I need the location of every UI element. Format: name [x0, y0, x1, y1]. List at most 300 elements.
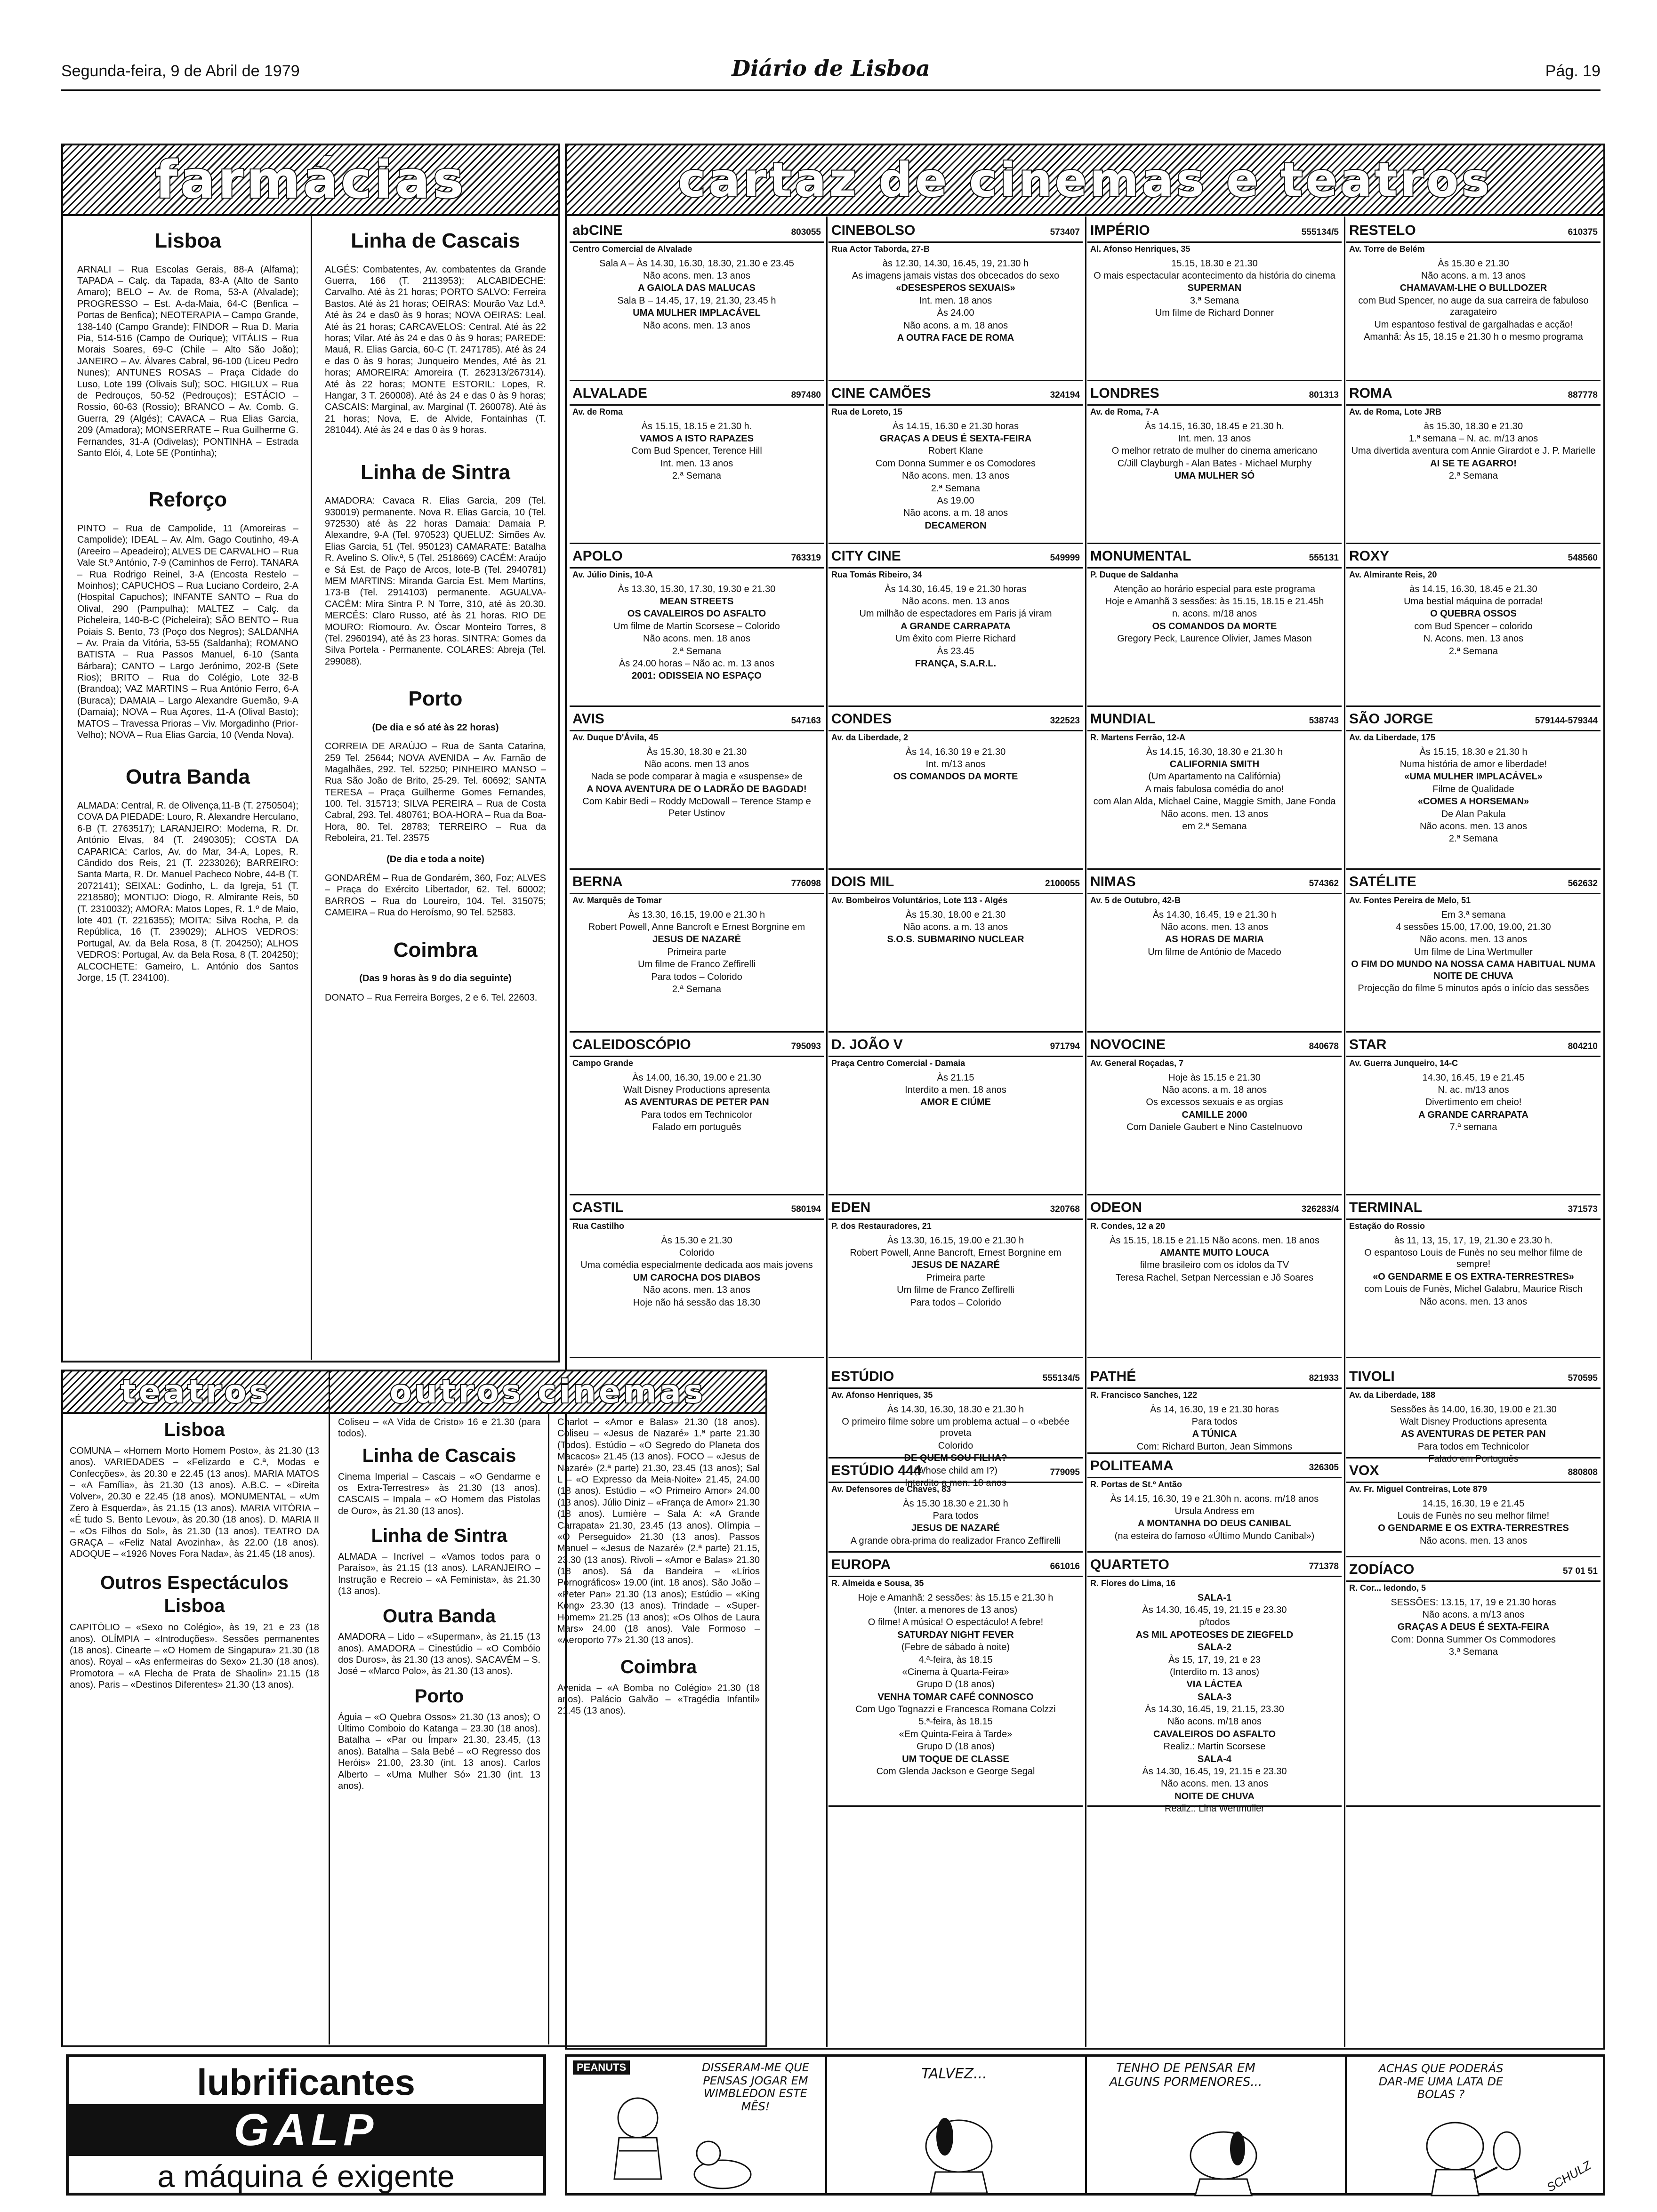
program-line: As 19.00: [937, 495, 974, 506]
porto-heading: Porto: [408, 687, 463, 711]
program-line: Falado em Português: [1428, 1454, 1519, 1465]
cinema-name: ESTÚDIO 444: [831, 1463, 922, 1478]
oc-porto-heading: Porto: [414, 1685, 464, 1707]
cinema-name: AVIS: [572, 711, 604, 727]
cinema-phone: 573407: [1050, 227, 1080, 237]
cinema-address: Av. de Roma, Lote JRB: [1349, 407, 1442, 417]
program-line: em 2.ª Semana: [1182, 821, 1247, 832]
galp-advertisement: [66, 2054, 546, 2196]
cinema-address: Av. Fontes Pereira de Melo, 51: [1349, 895, 1471, 905]
cinema-header: [1087, 384, 1342, 406]
program-line: Sala A – Às 14.30, 16.30, 18.30, 21.30 e 23.45: [599, 258, 794, 269]
cinema-name: POLITEAMA: [1090, 1458, 1174, 1474]
program-line: Às 14.30, 16.45, 19 e 21.30 horas: [885, 584, 1027, 594]
cinema-name: ZODÍACO: [1349, 1562, 1415, 1577]
cinema-header: [828, 710, 1083, 731]
cinema-phone: 897480: [791, 390, 821, 400]
cinema-phone: 570595: [1568, 1373, 1598, 1383]
cinema-address: Av. de Roma: [572, 407, 623, 417]
program-line: 2.ª Semana: [672, 984, 722, 994]
comic-bubble-4: ACHAS QUE PODERÁS DAR-ME UMA LATA DE BOLAS ?: [1378, 2062, 1504, 2101]
program-line: Um espantoso festival de gargalhadas e acção!: [1374, 319, 1573, 330]
program-line: 2.ª Semana: [931, 483, 981, 494]
program-line: VAMOS A ISTO RAPAZES: [640, 433, 754, 444]
program-line: Às 14.30, 16.45, 19, 21.15 e 23.30: [1142, 1766, 1287, 1777]
program-line: 1.ª semana – N. ac. m/13 anos: [1408, 433, 1538, 444]
cinema-header: [1087, 1198, 1342, 1220]
program-line: Uma divertida aventura com Annie Girardot e J. P. Marielle: [1351, 446, 1596, 457]
program-line: Sessões às 14.00, 16.30, 19.00 e 21.30: [1390, 1404, 1557, 1415]
cinema-phone: 801313: [1309, 390, 1339, 400]
cinema-header: [828, 1198, 1083, 1220]
cinema-name: D. JOÃO V: [831, 1037, 903, 1052]
program-line: A GRANDE CARRAPATA: [1418, 1109, 1528, 1120]
cinema-header: [570, 710, 824, 731]
coimbra-list: DONATO – Rua Ferreira Borges, 2 e 6. Tel. 22603.: [325, 992, 538, 1003]
program-line: (Interdito m. 13 anos): [1169, 1667, 1260, 1677]
program-line: Primeira parte: [926, 1272, 985, 1283]
outros-cinemas-col-2: [557, 1417, 760, 1721]
cinema-phone: 555134/5: [1301, 227, 1339, 237]
cinema-name: EDEN: [831, 1200, 871, 1215]
cinema-phone: 549999: [1050, 553, 1080, 563]
cinema-header: [1346, 873, 1601, 894]
program-line: Colorido: [938, 1440, 973, 1451]
cinema-phone: 562632: [1568, 879, 1598, 889]
teatros-divider-1: [329, 1414, 330, 2044]
program-line: Com: Donna Summer Os Commodores: [1391, 1634, 1556, 1645]
program-line: O espantoso Louis de Funès no seu melhor filme de sempre!: [1364, 1247, 1583, 1270]
issue-date: Segunda-feira, 9 de Abril de 1979: [61, 62, 300, 80]
program-line: Robert Klane: [928, 446, 983, 457]
program-line: Um filme de Martin Scorsese – Colorido: [613, 621, 780, 632]
program-line: com Alan Alda, Michael Caine, Maggie Smith, Jane Fonda: [1093, 796, 1336, 807]
program-line: Ursula Andress em: [1174, 1506, 1255, 1516]
cinema-listing: [570, 710, 824, 870]
program-line: Às 23.45: [937, 646, 974, 657]
program-line: C/Jill Clayburgh - Alan Bates - Michael Murphy: [1117, 458, 1312, 469]
cinema-header: [1346, 384, 1601, 406]
oc-sintra-list: ALMADA – Incrível – «Vamos todos para o Paraíso», às 21.15 (13 anos). LARANJEIRO – Instrução e Recreio – «A Feminista», às 21.30 (13 anos).: [338, 1551, 540, 1597]
program-line: Para todos em Technicolor: [641, 1109, 753, 1120]
cinema-header: [570, 1198, 824, 1220]
cinema-name: CINE CAMÕES: [831, 385, 931, 401]
program-line: Para todos – Colorido: [651, 971, 742, 982]
teatros-lisboa-heading: Lisboa: [164, 1419, 225, 1440]
cinema-name: EUROPA: [831, 1557, 891, 1572]
cinema-header: [570, 547, 824, 569]
comic-panel-1: [567, 2057, 827, 2193]
cinema-listing: [1346, 1035, 1601, 1195]
peanuts-comic-strip: [565, 2054, 1605, 2196]
cinema-name: CITY CINE: [831, 548, 901, 564]
program-line: Um filme de Lina Wertmuller: [1414, 946, 1533, 957]
cinema-phone: 574362: [1309, 879, 1339, 889]
cinema-name: NIMAS: [1090, 874, 1136, 890]
cinema-header: [1346, 1035, 1601, 1057]
program-line: às 12.30, 14.30, 16.45, 19, 21.30 h: [882, 258, 1029, 269]
newspaper-title: Diário de Lisboa: [732, 56, 930, 81]
ad-slogan: a máquina é exigente: [157, 2159, 455, 2194]
program-line: Com Glenda Jackson e George Segal: [876, 1766, 1035, 1777]
cinema-listing: [828, 221, 1083, 381]
program-line: N. ac. m/13 anos: [1438, 1084, 1509, 1095]
program-line: Às 13.30, 16.15, 19.00 e 21.30 h: [628, 909, 765, 920]
program-line: Gregory Peck, Laurence Olivier, James Mason: [1117, 633, 1312, 644]
program-line: Interdito a men. 18 anos: [905, 1084, 1006, 1095]
outros-espectaculos-list: CAPITÓLIO – «Sexo no Colégio», às 19, 21 e 23 (18 anos). OLÍMPIA – «Introduções». Sessões permanentes (18 anos). Cinearte – «O Homem de Singapura» 21.30 (18 anos). Royal – «As enfermeiras do Sexo» 21.30 (18 anos). Promotora – «A Flecha de Prata de Shaolin» 21.15 (18 anos). Paris – «Destinos Diferentes» 21.30 (13 anos).: [70, 1622, 319, 1691]
program-line: O filme! A música! O espectáculo! A febre!: [868, 1617, 1044, 1628]
cinema-header: [570, 384, 824, 406]
cinema-phone: 326305: [1309, 1463, 1339, 1473]
program-line: Às 15.15, 18.15 e 21.15 Não acons. men. 18 anos: [1110, 1235, 1319, 1246]
program-line: Às 14.00, 16.30, 19.00 e 21.30: [632, 1072, 761, 1083]
program-line: CAVALEIROS DO ASFALTO: [1153, 1729, 1276, 1739]
cinema-listing: [1346, 1198, 1601, 1358]
cinema-address: Av. de Roma, 7-A: [1090, 407, 1159, 417]
cinema-listing: [1346, 547, 1601, 707]
program-line: Falado em português: [652, 1122, 741, 1133]
cinema-program: [828, 907, 1083, 948]
program-line: Com Bud Spencer, Terence Hill: [631, 446, 762, 457]
oc-banda-heading: Outra Banda: [382, 1605, 496, 1627]
program-line: Não acons. men. 13 anos: [1420, 1296, 1527, 1307]
program-line: A grande obra-prima do realizador Franco Zeffirelli: [850, 1535, 1061, 1546]
cinema-header: [828, 1555, 1083, 1577]
cinema-header: [1087, 873, 1342, 894]
program-line: AI SE TE AGARRO!: [1430, 458, 1517, 469]
program-line: Um milhão de espectadores em Paris já viram: [859, 609, 1052, 619]
cinema-listing: [1087, 221, 1342, 381]
farmacias-col-right: [325, 221, 546, 1007]
coimbra-heading: Coimbra: [393, 938, 478, 962]
cinema-header: [828, 1367, 1083, 1389]
program-line: UMA MULHER SÓ: [1174, 471, 1255, 481]
cinema-address: R. Francisco Sanches, 122: [1090, 1390, 1198, 1400]
program-line: Realiz.: Martin Scorsese: [1163, 1741, 1266, 1752]
cinema-listing: [1346, 384, 1601, 544]
program-line: AMOR E CIÚME: [920, 1097, 991, 1108]
program-line: A OUTRA FACE DE ROMA: [897, 332, 1014, 343]
program-line: Um filme de Franco Zeffirelli: [897, 1285, 1014, 1296]
program-line: Não acons. men. 13 anos: [1420, 1535, 1527, 1546]
program-line: JESUS DE NAZARÉ: [652, 934, 741, 945]
cinema-program: [1087, 1070, 1342, 1136]
program-line: O primeiro filme sobre um problema actual – o «bebée proveta: [842, 1416, 1070, 1439]
cinema-header: [1346, 1198, 1601, 1220]
cinema-listing: [828, 710, 1083, 870]
cinema-name: SÃO JORGE: [1349, 711, 1433, 727]
cinema-address: Av. da Liberdade, 2: [831, 732, 909, 742]
cinema-phone: 324194: [1050, 390, 1080, 400]
cinema-address: Praça Centro Comercial - Damaia: [831, 1058, 965, 1068]
cinema-name: ESTÚDIO: [831, 1369, 894, 1384]
cinema-address: Av. da Liberdade, 188: [1349, 1390, 1436, 1400]
program-line: Uma bestial máquina de porrada!: [1404, 596, 1543, 607]
cinema-address: Av. Bombeiros Voluntários, Lote 113 - Algés: [831, 895, 1008, 905]
comic-bubble-2: TALVEZ...: [921, 2066, 987, 2082]
cinema-program: [570, 419, 824, 485]
cinema-name: CALEIDOSCÓPIO: [572, 1037, 691, 1052]
cinema-name: MUNDIAL: [1090, 711, 1156, 727]
masthead-rule: [61, 89, 1601, 91]
galp-logo: GALP: [233, 2105, 378, 2155]
cinema-header: [1087, 1457, 1342, 1478]
cinema-phone: 326283/4: [1301, 1204, 1339, 1214]
program-line: (Um Apartamento na Califórnia): [1148, 771, 1281, 782]
program-line: NOITE DE CHUVA: [1174, 1791, 1255, 1802]
program-line: Divertimento em cheio!: [1425, 1097, 1522, 1108]
program-line: AMANTE MUITO LOUCA: [1160, 1247, 1269, 1258]
cinema-phone: 971794: [1050, 1042, 1080, 1051]
oc-cascais-heading: Linha de Cascais: [362, 1445, 516, 1466]
cinema-listing: [828, 1198, 1083, 1358]
program-line: Às 15.30, 18.00 e 21.30: [905, 909, 1006, 920]
cinema-header: [828, 547, 1083, 569]
cartaz-banner: cartaz de cinemas e teatros: [567, 145, 1603, 216]
program-line: Int. men. 18 anos: [919, 295, 992, 306]
ad-lubrificantes: lubrificantes: [197, 2061, 415, 2103]
cinema-phone: 776098: [791, 879, 821, 889]
cinema-phone: 322523: [1050, 716, 1080, 726]
program-line: SATURDAY NIGHT FEVER: [897, 1629, 1014, 1640]
cinema-listing: [570, 547, 824, 707]
cinema-phone: 555131: [1309, 553, 1339, 563]
program-line: Com: Richard Burton, Jean Simmons: [1136, 1441, 1293, 1452]
cinema-listing: [1087, 1367, 1342, 1454]
program-line: Grupo D (18 anos): [917, 1679, 995, 1690]
program-line: A TÚNICA: [1192, 1429, 1237, 1440]
program-line: Walt Disney Productions apresenta: [1400, 1416, 1547, 1427]
cinema-phone: 804210: [1568, 1042, 1598, 1051]
program-line: A NOVA AVENTURA DE O LADRÃO DE BAGDAD!: [587, 784, 807, 794]
program-line: 2001: ODISSEIA NO ESPAÇO: [632, 671, 762, 681]
program-line: Não acons. a m. 18 anos: [903, 508, 1008, 519]
program-line: Às 15.30 e 21.30: [661, 1235, 732, 1246]
cinema-address: R. Cor... ledondo, 5: [1349, 1583, 1426, 1593]
cinema-phone: 548560: [1568, 553, 1598, 563]
cinema-program: [828, 256, 1083, 347]
oc-banda-list: AMADORA – Lido – «Superman», às 21.15 (13 anos). AMADORA – Cinestúdio – «O Combóio dos Duros», às 21.30 (13 anos). SACAVÉM – S. José – «Marco Polo», às 21.30 (13 anos).: [338, 1632, 540, 1677]
outros-cinemas-col-1: [338, 1417, 540, 1795]
program-line: Às 14.30, 16.45, 19, 21.15 e 23.30: [1142, 1604, 1287, 1615]
cinema-program: [570, 1233, 824, 1311]
cartaz-column-divider: [826, 216, 828, 2047]
cinema-header: [828, 1461, 1083, 1483]
program-line: 2.ª Semana: [1448, 646, 1498, 657]
cinema-phone: 538743: [1309, 716, 1339, 726]
program-line: SALA-3: [1197, 1691, 1232, 1702]
program-line: Às 14, 16.30 19 e 21.30: [905, 746, 1006, 757]
program-line: SALA-2: [1197, 1642, 1232, 1653]
program-line: GRAÇAS A DEUS É SEXTA-FEIRA: [879, 433, 1032, 444]
cinema-phone: 371573: [1568, 1204, 1598, 1214]
teatros-banner: teatros: [63, 1371, 329, 1414]
coliseu-entry: Coliseu – «A Vida de Cristo» 16 e 21.30 (para todos).: [338, 1417, 540, 1439]
cinema-listing: [828, 873, 1083, 1033]
program-line: Não acons. a m. 18 anos: [1162, 1084, 1267, 1095]
cinema-listing: [1087, 710, 1342, 870]
program-line: 2.ª Semana: [672, 471, 722, 481]
program-line: às 11, 13, 15, 17, 19, 21.30 e 23.30 h.: [1394, 1235, 1553, 1246]
cinema-address: Av. da Liberdade, 175: [1349, 732, 1436, 742]
cinema-address: Av. Almirante Reis, 20: [1349, 569, 1437, 579]
program-line: Às 15.30 e 21.30: [1438, 258, 1509, 269]
oc-coimbra-heading: Coimbra: [620, 1656, 697, 1677]
teatros-lisboa-list: COMUNA – «Homem Morto Homem Posto», às 21.30 (13 anos). VARIEDADES – «Felizardo e C.ª, Modas e Confecções», às 20.30 e 22.45 (13 anos). MARIA MATOS – «A Família», às 21.30 (13 anos). A.B.C. – «Direita Volver», 20.30 e 22.45 (18 anos). MONUMENTAL – «Um Zero à Esquerda», às 21.15 (13 anos). MARIA VITÓRIA – «É tudo S. Bento Levou», às 20.30 (18 anos). D. MARIA II – «Os Filhos do Sol», às 21.30 (13 anos). TEATRO DA GRAÇA – «Feliz Natal Avozinha», às 22.00 (18 anos). ADOQUE – «1926 Noves Fora Nada», às 21.45 (18 anos).: [70, 1445, 319, 1560]
program-line: Uma comédia especialmente dedicada aos mais jovens: [580, 1260, 813, 1271]
porto-subtitle-night: (De dia e toda a noite): [386, 854, 484, 865]
program-line: Não acons. men. 13 anos: [1161, 1779, 1268, 1789]
cinema-program: [828, 1070, 1083, 1111]
cinema-name: QUARTETO: [1090, 1557, 1169, 1572]
program-line: 2.ª Semana: [1448, 471, 1498, 481]
cinema-address: Rua Tomás Ribeiro, 34: [831, 569, 922, 579]
program-line: OS COMANDOS DA MORTE: [1152, 621, 1277, 632]
cascais-heading: Linha de Cascais: [351, 229, 520, 252]
program-line: Não acons. men. 13 anos: [643, 320, 750, 331]
cinema-name: RESTELO: [1349, 223, 1416, 238]
cinema-address: Estação do Rossio: [1349, 1221, 1425, 1231]
cinema-name: CONDES: [831, 711, 892, 727]
cinema-name: IMPÉRIO: [1090, 223, 1150, 238]
cinema-program: [570, 582, 824, 685]
program-line: AS AVENTURAS DE PETER PAN: [1401, 1429, 1546, 1440]
program-line: Às 24.00 horas – Não ac. m. 13 anos: [619, 658, 775, 669]
cinema-address: Av. Fr. Miguel Contreiras, Lote 879: [1349, 1484, 1488, 1494]
program-line: «UMA MULHER IMPLACÁVEL»: [1404, 771, 1543, 782]
program-line: Atenção ao horário especial para este programa: [1113, 584, 1316, 594]
cinema-address: Av. Guerra Junqueiro, 14-C: [1349, 1058, 1458, 1068]
reforco-list: PINTO – Rua de Campolide, 11 (Amoreiras – Campolide); IDEAL – Av. Alm. Gago Coutinho, 49-A (Areeiro – Apeadeiro); ALVES DE CARVALHO – Rua Vale St.º António, 7-9 (Caminhos de Ferro). TANARA – Rua Rodrigo Reinel, 3-A (Encosta Restelo – Moinhos); CAPUCHOS – Rua Luciano Cordeiro, 2-A (Hospital Capuchos); INFANTE SANTO – Rua do Olival, 290 (Pampulha); MALTEZ – Calç. da Picheleira, 140-B-C (Picheleira); SÃO BENTO – Rua Poiais S. Bento, 73 (Poço dos Negros); SALDANHA – Av. Praia da Vitória, 53-55 (Saldanha); ROMANO BATISTA – Rua Passos Manuel, 6-10 (Santa Bárbara); CANTO – Largo Jerónimo, 202-B (Sete Rios); BRITO – Rua do Colégio, Lote 32-B (Brandoa); VAZ MARTINS – Rua António Ferro, 6-A (Buraca); DAMAIA – Largo Alexandre Guemão, 9-A (Damaia); NOVA – Rua Açores, 11-A (Olival Basto); MATOS – Travessa Prioras – Viv. Morgadinho (Prior-Velho); NOVA – Rua Elias Garcia, 10 (Venda Nova).: [77, 523, 298, 741]
cinema-name: TIVOLI: [1349, 1369, 1395, 1384]
ad-logo-band: [69, 2104, 543, 2156]
cinema-program: [1087, 907, 1342, 961]
cinema-phone: 779095: [1050, 1467, 1080, 1477]
program-line: Robert Powell, Anne Bancroft, Ernest Borgnine em: [850, 1247, 1062, 1258]
cinema-address: Av. 5 de Outubro, 42-B: [1090, 895, 1181, 905]
cinema-header: [1346, 1367, 1601, 1389]
program-line: SALA-4: [1197, 1754, 1232, 1764]
cinema-program: [1087, 256, 1342, 322]
program-line: Realiz.: Lina Wertmuller: [1165, 1803, 1264, 1814]
cinema-listing: [828, 384, 1083, 544]
program-line: Os excessos sexuais e as orgias: [1146, 1097, 1283, 1108]
program-line: Interdito a men. 18 anos: [905, 1477, 1006, 1488]
cinema-header: [1087, 547, 1342, 569]
cinema-name: TERMINAL: [1349, 1200, 1422, 1215]
cinema-name: ALVALADE: [572, 385, 647, 401]
program-line: Às 15.30 18.30 e 21.30 h: [903, 1498, 1008, 1509]
comic-bubble-1: DISSERAM-ME QUE PENSAS JOGAR EM WIMBLEDON ESTE MÊS!: [702, 2061, 809, 2113]
program-line: com Louis de Funès, Michel Galabru, Maurice Risch: [1364, 1284, 1583, 1295]
cinema-listing: [1087, 1555, 1342, 1814]
cinema-address: Av. Afonso Henriques, 35: [831, 1390, 933, 1400]
cinema-program: [1346, 1233, 1601, 1310]
program-line: Um êxito com Pierre Richard: [895, 633, 1016, 644]
cinema-phone: 771378: [1309, 1562, 1339, 1571]
cinema-name: STAR: [1349, 1037, 1387, 1052]
cinema-program: [1087, 582, 1342, 648]
comic-bubble-3: TENHO DE PENSAR EM ALGUNS PORMENORES...: [1109, 2061, 1263, 2089]
program-line: Às 21.15: [937, 1072, 974, 1083]
program-line: filme brasileiro com os ídolos da TV: [1140, 1260, 1289, 1271]
cinema-listing: [1087, 547, 1342, 707]
cinema-name: MONUMENTAL: [1090, 548, 1191, 564]
program-line: Às 14.15, 16.30, 18.45 e 21.30 h.: [1145, 421, 1284, 432]
program-line: Walt Disney Productions apresenta: [623, 1084, 770, 1095]
cinema-phone: 610375: [1568, 227, 1598, 237]
program-line: «DESESPEROS SEXUAIS»: [896, 283, 1015, 294]
cinema-program: [1346, 1595, 1601, 1661]
program-line: Com Daniele Gaubert e Nino Castelnuovo: [1126, 1122, 1303, 1133]
cinema-listing: [1346, 1560, 1601, 1807]
cinema-address: Campo Grande: [572, 1058, 634, 1068]
program-line: 15.15, 18.30 e 21.30: [1171, 258, 1258, 269]
program-line: Robert Powell, Anne Bancroft e Ernest Borgnine em: [588, 922, 805, 932]
cinema-program: [828, 1233, 1083, 1311]
cinema-address: Av. Duque D'Ávila, 45: [572, 732, 659, 742]
program-line: N. Acons. men. 13 anos: [1423, 633, 1524, 644]
outra-banda-list: ALMADA: Central, R. de Olivença,11-B (T. 2750504); COVA DA PIEDADE: Louro, R. Alexandre Herculano, 6-B (T. 2763517); LARANJEIRO: Moderna, R. Dr. António Elvas, 84 (T. 2490305); COSTA DA CAPARICA: Carlos, Av. do Mar, 34-A, Lopes, R. Cândido dos Reis, 21 (T. 2233026); BARREIRO: Santa Marta, R. Dr. Manuel Pacheco Nobre, 44-B (T. 2072141); SEIXAL: Godinho, L. da Igreja, 51 (T. 2218580); MONTIJO: Diogo, R. Almirante Reis, 50 (T. 2310032); AMORA: Matos Lopes, R. 1.º de Maio, lote 401 (T. 2216355); MOITA: Silva Rocha, P. da República, 16 (T. 239029); ALHOS VEDROS: Portugal, Av. da Bela Rosa, 8 (T. 204250); ALHOS VEDROS: Portugal, Av. da Bela Rosa, 8 (T. 204250); ALCOCHETE: Gameiro, L. António dos Santos Jorge, 15 (T. 234100).: [77, 801, 298, 983]
program-line: Não acons. men 13 anos: [644, 759, 749, 769]
cinema-listing: [828, 1461, 1083, 1553]
cinema-listing: [570, 1035, 824, 1195]
cinema-program: [570, 256, 824, 334]
oc-sintra-heading: Linha de Sintra: [371, 1525, 507, 1547]
program-line: Sala B – 14.45, 17, 19, 21.30, 23.45 h: [617, 295, 776, 306]
oc-porto-list: Águia – «O Quebra Ossos» 21.30 (13 anos); O Último Comboio do Katanga – 23.30 (18 anos). Batalha – «Par ou Ímpar» 21.30, 23.45, (13 anos). Batalha – Sala Bebé – «O Regresso dos Heróis» 21.00, 23.30 (int. 13 anos). Carlos Alberto – «Uma Mulher Só» 21.30 (int. 13 anos).: [338, 1712, 540, 1791]
program-line: 14.15, 16.30, 19 e 21.45: [1422, 1498, 1525, 1509]
program-line: Não acons. men. 13 anos: [643, 270, 750, 281]
program-line: JESUS DE NAZARÉ: [911, 1523, 1000, 1534]
program-line: Às 14, 16.30, 19 e 21.30 horas: [1150, 1404, 1279, 1415]
program-line: 14.30, 16.45, 19 e 21.45: [1422, 1072, 1525, 1083]
program-line: Às 24.00: [937, 308, 974, 319]
cinema-address: Av. Defensores de Chaves, 83: [831, 1484, 951, 1494]
masthead: [61, 56, 1601, 84]
program-line: Em 3.ª semana: [1441, 909, 1506, 920]
cinema-name: CASTIL: [572, 1200, 624, 1215]
cinema-listing: [1087, 1035, 1342, 1195]
cinema-program: [570, 745, 824, 822]
program-line: Não acons. a m. 18 anos: [903, 320, 1008, 331]
outros-espectaculos-heading: Outros Espectáculos Lisboa: [100, 1572, 289, 1616]
farmacias-col-left: [77, 221, 298, 987]
comic-panel-3: [1087, 2057, 1347, 2193]
program-line: CAMILLE 2000: [1182, 1109, 1247, 1120]
program-line: Não acons. men. 13 anos: [1161, 922, 1268, 932]
cinema-address: R. Almeida e Sousa, 35: [831, 1578, 924, 1588]
cinema-phone: 320768: [1050, 1204, 1080, 1214]
program-line: Grupo D (18 anos): [917, 1741, 995, 1752]
cinema-phone: 880808: [1568, 1467, 1598, 1477]
program-line: Hoje não há sessão das 18.30: [633, 1297, 761, 1308]
program-line: DECAMERON: [925, 520, 987, 531]
farmacias-banner: farmácias: [63, 145, 558, 216]
cinema-program: [828, 582, 1083, 673]
cinema-address: R. Martens Ferrão, 12-A: [1090, 732, 1186, 742]
charlie-brown-figure: [567, 2057, 827, 2198]
cinema-phone: 763319: [791, 553, 821, 563]
program-line: Às 14.15, 16.30, 19 e 21.30h n. acons. m/18 anos: [1110, 1493, 1319, 1504]
oc-coimbra-list: Avenida – «A Bomba no Colégio» 21.30 (18 anos). Palácio Galvão – «Tragédia Infantil» 21.45 (13 anos).: [557, 1683, 760, 1716]
program-line: AS HORAS DE MARIA: [1165, 934, 1264, 945]
cinema-listing: [828, 1555, 1083, 1807]
program-line: 2.ª Semana: [1448, 834, 1498, 844]
cinema-header: [570, 221, 824, 243]
snoopy-racket-figure: [1347, 2057, 1603, 2198]
